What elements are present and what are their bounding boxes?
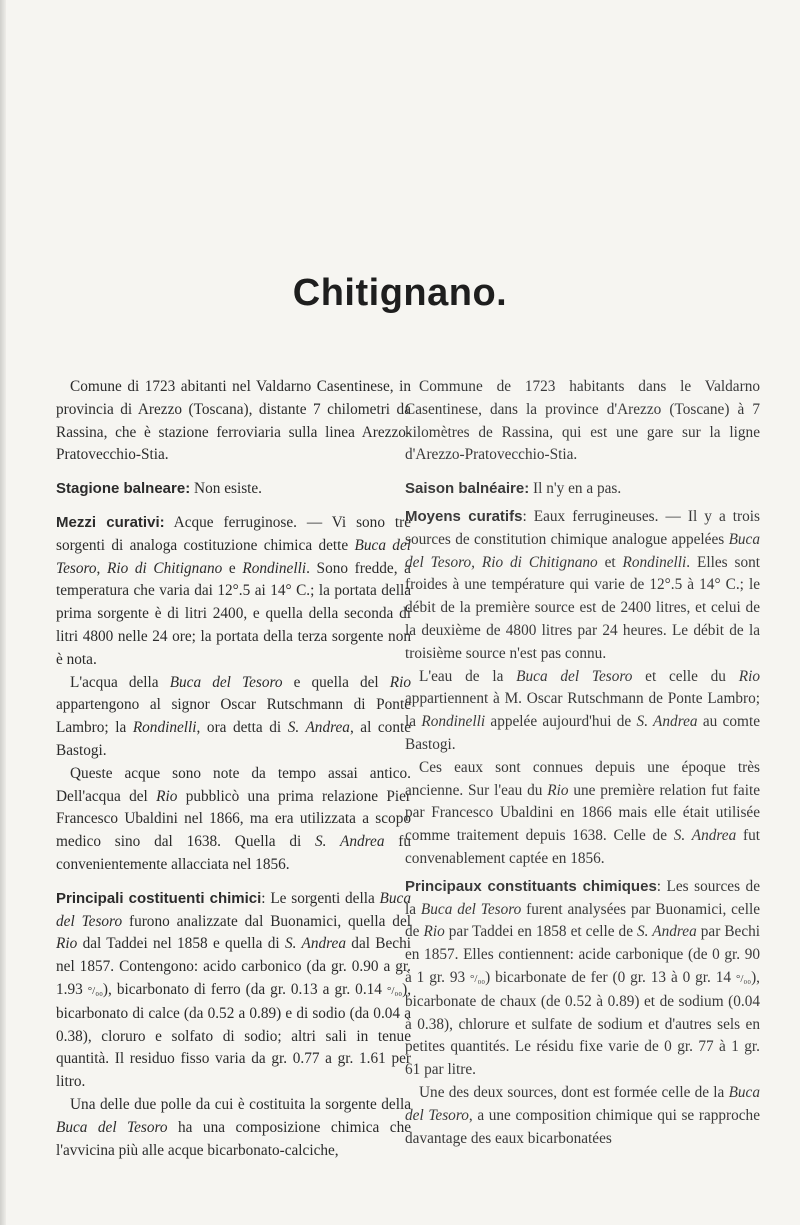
it-stagione-heading: Stagione balneare: (56, 480, 191, 498)
it-queste-paragraph: Queste acque sono note da tempo assai antico. Dell'acqua del Rio pubblicò una prima relazione Pier Francesco Ubaldini nel 1866, ma era utilizzata a scopo medico sino dal 1638. Quella di S. Andrea fu convenientemente allacciata nel 1856. (56, 764, 411, 873)
fr-moyens-heading: Moyens curatifs (405, 507, 523, 525)
fr-constituants-paragraph: Principaux constituants chimiques: Les sources de la Buca del Tesoro furent analysées par Buonamici, celle de Rio par Taddei en 1858 et celle de S. Andrea par Bechi en 1857. Elles contiennent: acide carbonique (de 0 gr. 90 à 1 gr. 93 °/₀₀) bicarbonate de fer (0 gr. 13 à 0 gr. 14 °/₀₀), bicarbonate de chaux (de 0.52 à 0.89) et de sodium (0.04 à 0.38), chlorure et sulfate de sodium et d'autres sels en petites quantités. Le résidu fixe varie de 0 gr. 77 à 1 gr. 61 par litre. (405, 877, 761, 1079)
it-costituenti-paragraph: Principali costituenti chimici: Le sorgenti della Buca del Tesoro furono analizzate dal Buonamici, quella del Rio dal Taddei nel 1858 e quella di S. Andrea dal Bechi nel 1857. Contengono: acido carbonico (da gr. 0.90 a gr. 1.93 °/₀₀), bicarbonato di ferro (da gr. 0.13 a gr. 0.14 °/₀₀), bicarbonato di calce (da 0.52 a 0.89) e di sodio (da 0.04 a 0.38), cloruro e solfato di sodio; altri sali in tenue quantità. Il residuo fisso varia da gr. 0.77 a gr. 1.61 per litro. (56, 889, 412, 1091)
book-spine-shadow (0, 0, 6, 1225)
fr-saison-heading: Saison balnéaire: (405, 480, 530, 498)
fr-une-paragraph: Une des deux sources, dont est formée celle de la Buca del Tesoro, a une composition chimique qui se rapproche davantage des eaux bicarbonatées (405, 1083, 760, 1147)
fr-ces-paragraph: Ces eaux sont connues depuis une époque très ancienne. Sur l'eau du Rio une première relation fut faite par Francesco Ubaldini en 1866 mais elle était utilisée comme traitement depuis 1638. Celle de S. Andrea fut convenablement captée en 1856. (405, 758, 760, 867)
page-title: Chitignano. (292, 272, 508, 314)
it-stagione-paragraph: Stagione balneare: Non esiste. (56, 480, 263, 498)
fr-eau-paragraph: L'eau de la Buca del Tesoro et celle du Rio appartiennent à M. Oscar Rutschmann de Ponte Lambro; la Rondinelli appelée aujourd'hui de S. Andrea au comte Bastogi. (405, 667, 760, 753)
fr-constituants-heading: Principaux constituants chimiques (405, 877, 657, 895)
it-costituenti-heading: Principali costituenti chimici (56, 889, 262, 907)
it-acqua-paragraph: L'acqua della Buca del Tesoro e quella del Rio appartengono al signor Oscar Rutschmann di Ponte Lambro; la Rondinelli, ora detta di S. Andrea, al conte Bastogi. (56, 673, 412, 759)
it-mezzi-heading: Mezzi curativi: (56, 513, 165, 531)
it-polle-paragraph: Una delle due polle da cui è costituita la sorgente della Buca del Tesoro ha una composizione chimica che l'avvicina più alle acque bicarbonato-calciche, (56, 1095, 412, 1159)
fr-saison-paragraph: Saison balnéaire: Il n'y en a pas. (405, 480, 622, 498)
french-column (405, 376, 760, 1150)
it-mezzi-paragraph: Mezzi curativi: Acque ferruginose. — Vi sono tre sorgenti di analoga costituzione chimica dette Buca del Tesoro, Rio di Chitignano e Rondinelli. Sono fredde, a temperatura che varia dai 12°.5 ai 14° C.; la portata della prima sorgente è di litri 2400, e quella della seconda di litri 4800 nelle 24 ore; la portata della terza sorgente non è nota. (56, 513, 412, 668)
italian-column (56, 376, 411, 1162)
fr-moyens-paragraph: Moyens curatifs: Eaux ferrugineuses. — Il y a trois sources de constitution chimique analogue appelées Buca del Tesoro, Rio di Chitignano et Rondinelli. Elles sont froides à une température qui varie de 12°.5 à 14° C.; le débit de la première source est de 2400 litres, et celui de la deuxième de 4800 litres par 24 heures. Le débit de la troisième source n'est pas connu. (405, 507, 760, 662)
fr-intro-paragraph: Commune de 1723 habitants dans le Valdarno Casentinese, dans la province d'Arezzo (Toscane) à 7 kilomètres de Rassina, qui est une gare sur la ligne d'Arezzo-Pratovecchio-Stia. (405, 378, 760, 464)
it-intro-paragraph: Comune di 1723 abitanti nel Valdarno Casentinese, in provincia di Arezzo (Toscana), distante 7 chilometri da Rassina, che è stazione ferroviaria sulla linea Arezzo-Pratovecchio-Stia. (56, 378, 411, 464)
